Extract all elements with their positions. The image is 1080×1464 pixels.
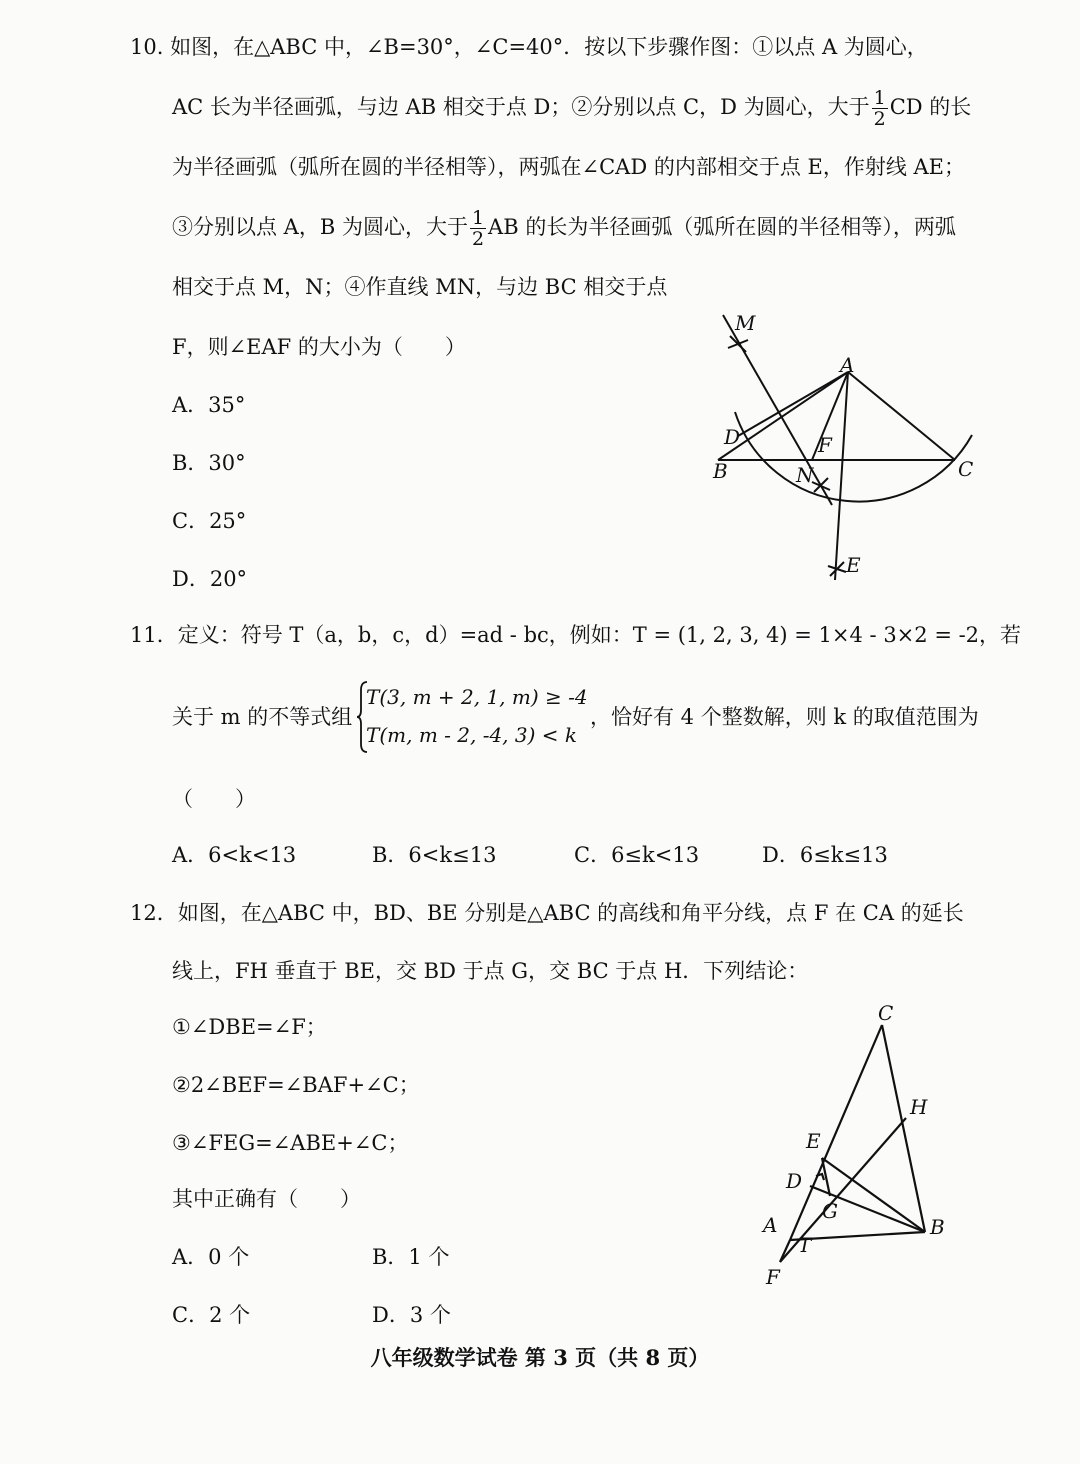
q12-line2: 线上，FH 垂直于 BE，交 BD 于点 G，交 BC 于点 H．下列结论：	[172, 959, 809, 983]
label-m: M	[735, 311, 756, 335]
label-d: D	[724, 425, 741, 449]
q12-conclusion-2: ②2∠BEF=∠BAF+∠C；	[172, 1073, 420, 1097]
frac-den: 2	[471, 228, 485, 250]
q12-option-a[interactable]: A．0 个	[172, 1245, 250, 1269]
label-g: G	[822, 1199, 838, 1223]
q10-option-b[interactable]: B．30°	[172, 451, 246, 475]
label-c: C	[958, 457, 974, 481]
label-a: A	[840, 353, 855, 377]
label-e: E	[806, 1129, 821, 1153]
label-a: A	[763, 1213, 778, 1237]
label-b: B	[930, 1215, 945, 1239]
q10-line4a: ③分别以点 A，B 为圆心，大于	[172, 215, 468, 239]
q12-conclusion-1: ①∠DBE=∠F；	[172, 1015, 327, 1039]
q11-option-c[interactable]: C．6≤k<13	[574, 843, 700, 867]
page-footer: 八年级数学试卷 第 3 页（共 8 页）	[370, 1345, 710, 1370]
q10-line4b: AB 的长为半径画弧（弧所在圆的半径相等），两弧	[488, 215, 956, 239]
q11-option-a[interactable]: A．6<k<13	[172, 843, 297, 867]
q11-paren: （ ）	[172, 787, 256, 811]
label-c: C	[878, 1001, 894, 1025]
q12-question: 其中正确有（ ）	[172, 1187, 361, 1211]
q11-line2b: ，恰好有 4 个整数解，则 k 的取值范围为	[590, 705, 979, 729]
label-b: B	[713, 459, 728, 483]
label-f: F	[818, 433, 832, 457]
label-h: H	[910, 1095, 928, 1119]
q12-option-b[interactable]: B．1 个	[372, 1245, 450, 1269]
q10-option-a[interactable]: A．35°	[172, 393, 246, 417]
label-d: D	[786, 1169, 803, 1193]
q10-line5: 相交于点 M，N；④作直线 MN，与边 BC 相交于点	[172, 275, 668, 299]
q10-line1: 10. 如图，在△ABC 中，∠B=30°，∠C=40°．按以下步骤作图：①以点 A 为圆心，	[130, 35, 928, 59]
q11-option-b[interactable]: B．6<k≤13	[372, 843, 497, 867]
frac-num: 1	[873, 87, 886, 109]
q11-inequality-2: T(m, m - 2, -4, 3) < k	[366, 723, 578, 747]
frac-den: 2	[873, 108, 886, 130]
label-e: E	[846, 553, 861, 577]
q10-line3: 为半径画弧（弧所在圆的半径相等），两弧在∠CAD 的内部相交于点 E，作射线 AE；	[172, 155, 966, 179]
q11-line1: 11．定义：符号 T（a，b，c，d）=ad - bc，例如：T = (1, 2, 3, 4) = 1×4 - 3×2 = -2，若	[130, 623, 1022, 647]
label-t: T	[798, 1233, 812, 1257]
q12-conclusion-3: ③∠FEG=∠ABE+∠C；	[172, 1131, 409, 1155]
label-f: F	[766, 1265, 780, 1289]
q12-line1: 12．如图，在△ABC 中，BD、BE 分别是△ABC 的高线和角平分线，点 F 在 CA 的延长	[130, 901, 964, 925]
q11-line2a: 关于 m 的不等式组	[172, 705, 353, 729]
q10-line2a: AC 长为半径画弧，与边 AB 相交于点 D；②分别以点 C，D 为圆心，大于	[172, 95, 870, 119]
q10-line6: F，则∠EAF 的大小为（ ）	[172, 335, 466, 359]
side-cb	[882, 1025, 925, 1232]
q10-option-d[interactable]: D．20°	[172, 567, 248, 591]
frac-num: 1	[471, 207, 485, 229]
q11-option-d[interactable]: D．6≤k≤13	[762, 843, 888, 867]
label-n: N	[796, 463, 814, 487]
q10-option-c[interactable]: C．25°	[172, 509, 247, 533]
q11-inequality-1: T(3, m + 2, 1, m) ≥ -4	[366, 685, 588, 709]
q10-line2b: CD 的长	[889, 95, 972, 119]
q12-option-c[interactable]: C．2 个	[172, 1303, 251, 1327]
q12-option-d[interactable]: D．3 个	[372, 1303, 451, 1327]
